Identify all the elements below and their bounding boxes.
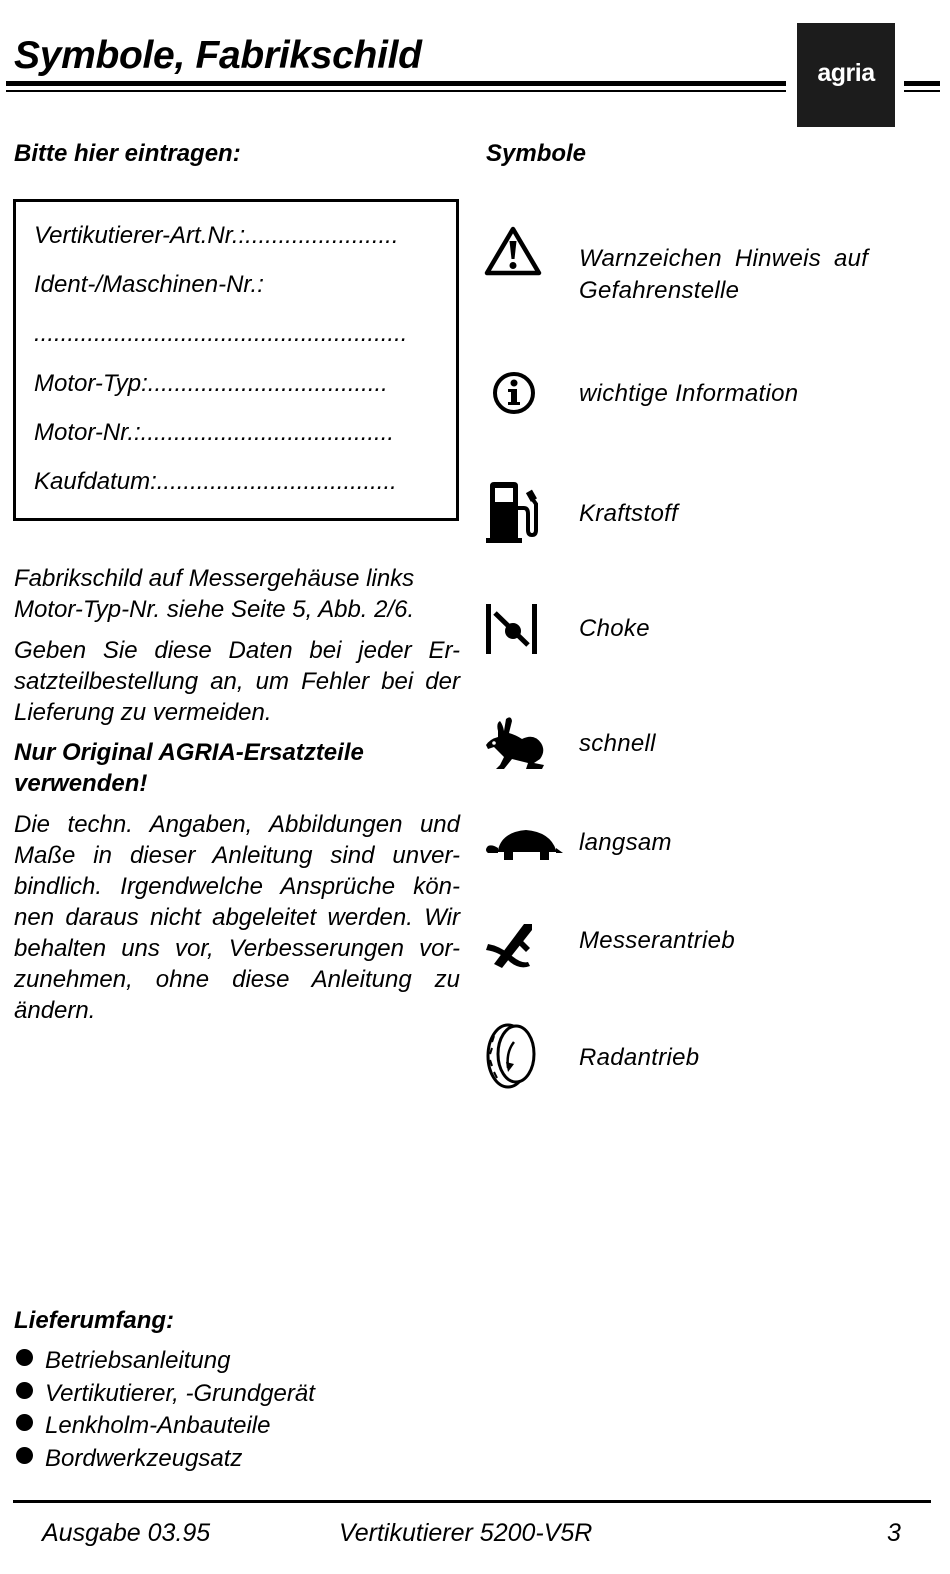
bullet-icon xyxy=(16,1349,33,1366)
disclaimer-line-3: bindlich. Irgendwelche Ansprüche kön- xyxy=(14,873,460,900)
field-purchase-date: Kaufdatum:.................................... xyxy=(34,468,397,495)
info-icon xyxy=(484,368,538,418)
rabbit-icon xyxy=(484,713,548,773)
symbol-label-warning-line-1: Warnzeichen Hinweis auf xyxy=(579,245,869,272)
title-rule-thick xyxy=(6,81,786,86)
disclaimer-line-6: zunehmen, ohne diese Anleitung zu xyxy=(14,966,460,993)
order-line-1: Geben Sie diese Daten bei jeder Er- xyxy=(14,637,460,664)
registration-box xyxy=(13,199,459,521)
delivery-item xyxy=(16,1445,242,1473)
disclaimer-line-2: Maße in dieser Anleitung sind unver- xyxy=(14,842,460,869)
delivery-item-label: Lenkholm-Anbauteile xyxy=(45,1412,271,1439)
footer-page-number: 3 xyxy=(887,1519,901,1547)
page-title: Symbole, Fabrikschild xyxy=(14,34,422,77)
bullet-icon xyxy=(16,1382,33,1399)
symbol-label-blade-drive: Messerantrieb xyxy=(579,927,735,954)
symbol-label-slow: langsam xyxy=(579,829,672,856)
delivery-item-label: Betriebsanleitung xyxy=(45,1347,231,1374)
warning-triangle-icon xyxy=(484,225,542,277)
symbol-label-fuel: Kraftstoff xyxy=(579,500,679,527)
order-line-2: satzteilbestellung an, um Fehler bei der xyxy=(14,668,460,695)
field-article-number: Vertikutierer-Art.Nr.:....................... xyxy=(34,222,399,249)
delivery-item xyxy=(16,1347,230,1375)
order-note xyxy=(14,635,460,728)
symbol-label-wheel-drive: Radantrieb xyxy=(579,1044,700,1071)
blade-drive-icon xyxy=(484,918,540,970)
symbol-label-fast: schnell xyxy=(579,730,656,757)
nameplate-note xyxy=(14,563,460,625)
delivery-item-label: Bordwerkzeugsatz xyxy=(45,1445,243,1472)
bullet-icon xyxy=(16,1447,33,1464)
delivery-item-label: Vertikutierer, -Grundgerät xyxy=(45,1380,315,1407)
original-parts-line-1: Nur Original AGRIA-Ersatzteile xyxy=(14,739,364,766)
bullet-icon xyxy=(16,1414,33,1431)
fuel-pump-icon xyxy=(484,478,544,546)
symbol-label-warning xyxy=(579,243,868,307)
original-parts-note xyxy=(14,737,460,799)
delivery-item xyxy=(16,1412,270,1440)
title-rule-right-thin xyxy=(904,90,940,92)
original-parts-line-2: verwenden! xyxy=(14,770,148,797)
field-engine-type: Motor-Typ:.................................... xyxy=(34,370,388,397)
nameplate-line-1: Fabrikschild auf Messergehäuse links xyxy=(14,565,415,592)
field-ident-number: Ident-/Maschinen-Nr.: xyxy=(34,271,264,298)
agria-logo xyxy=(797,23,895,127)
symbol-label-choke: Choke xyxy=(579,615,650,642)
nameplate-line-2: Motor-Typ-Nr. siehe Seite 5, Abb. 2/6. xyxy=(14,596,415,623)
footer-product: Vertikutierer 5200-V5R xyxy=(339,1519,593,1547)
disclaimer-line-4: nen daraus nicht abgeleitet werden. Wir xyxy=(14,904,460,931)
title-rule-thin xyxy=(6,90,786,92)
logo-text: agria xyxy=(817,59,875,87)
wheel-drive-icon xyxy=(484,1022,540,1090)
registration-heading: Bitte hier eintragen: xyxy=(14,140,241,167)
disclaimer-line-5: behalten uns vor, Verbesserungen vor- xyxy=(14,935,460,962)
disclaimer-note xyxy=(14,809,460,1026)
delivery-heading: Lieferumfang: xyxy=(14,1307,175,1334)
footer-rule xyxy=(13,1500,931,1503)
symbols-heading: Symbole xyxy=(486,140,587,167)
footer-edition: Ausgabe 03.95 xyxy=(42,1519,211,1547)
field-engine-number: Motor-Nr.:...................................... xyxy=(34,419,395,446)
field-ident-number-line: ........................................................ xyxy=(34,320,408,347)
title-rule-right-thick xyxy=(904,81,940,86)
delivery-item xyxy=(16,1380,315,1408)
disclaimer-line-1: Die techn. Angaben, Abbildungen und xyxy=(14,811,460,838)
order-line-3: Lieferung zu vermeiden. xyxy=(14,699,272,726)
turtle-icon xyxy=(484,826,564,864)
disclaimer-line-7: ändern. xyxy=(14,997,96,1024)
choke-icon xyxy=(484,601,542,657)
symbol-label-warning-line-2: Gefahrenstelle xyxy=(579,277,740,304)
symbol-label-info: wichtige Information xyxy=(579,380,799,407)
